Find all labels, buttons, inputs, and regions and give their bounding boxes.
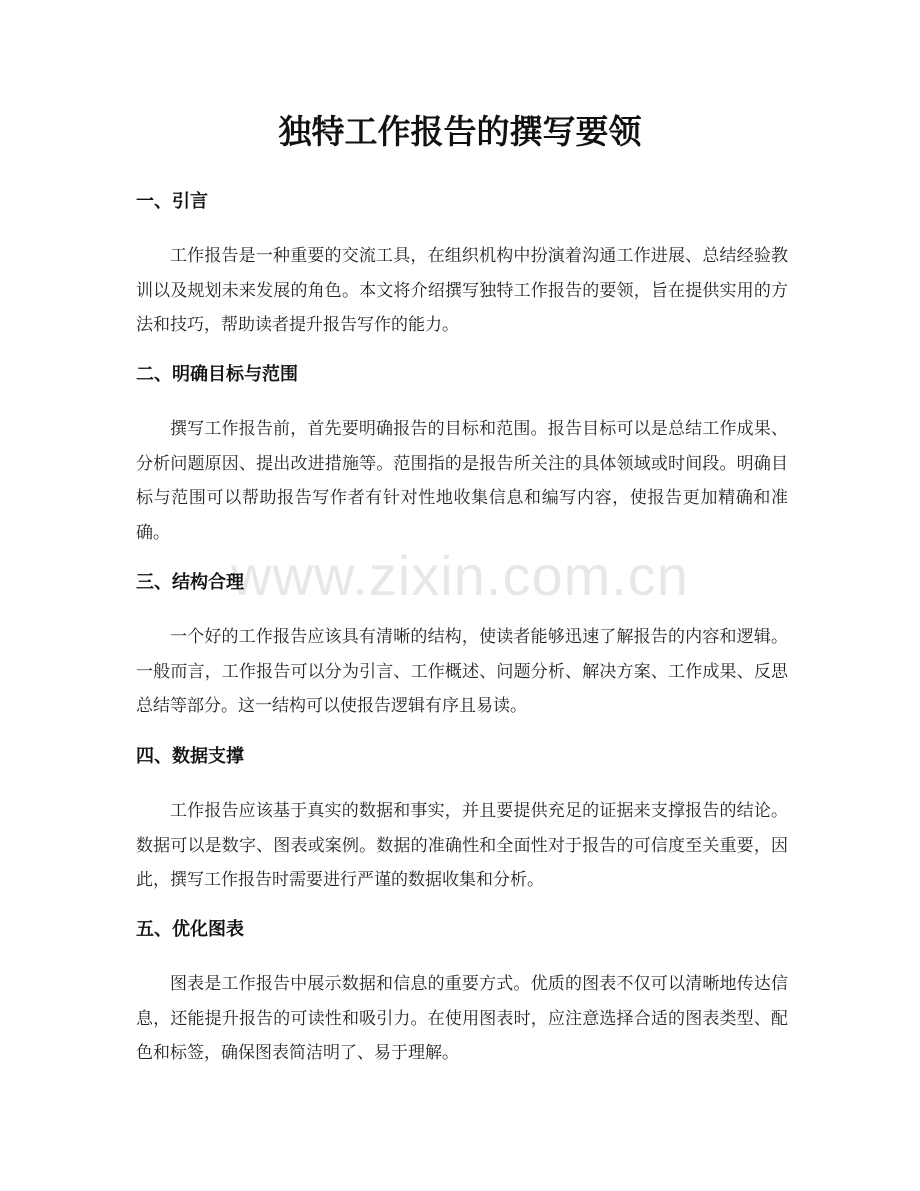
section-paragraph: 工作报告是一种重要的交流工具，在组织机构中扮演着沟通工作进展、总结经验教训以及规划未来发展的角色。本文将介绍撰写独特工作报告的要领，旨在提供实用的方法和技巧，帮助读者提升报告写作的能力。 (136, 246, 788, 335)
section-paragraph: 图表是工作报告中展示数据和信息的重要方式。优质的图表不仅可以清晰地传达信息，还能提升报告的可读性和吸引力。在使用图表时，应注意选择合适的图表类型、配色和标签，确保图表简洁明了、易于理解。 (136, 974, 788, 1063)
section-paragraph: 工作报告应该基于真实的数据和事实，并且要提供充足的证据来支撑报告的结论。数据可以是数字、图表或案例。数据的准确性和全面性对于报告的可信度至关重要，因此，撰写工作报告时需要进行严谨的数据收集和分析。 (136, 801, 788, 890)
section-paragraph: 撰写工作报告前，首先要明确报告的目标和范围。报告目标可以是总结工作成果、分析问题原因、提出改进措施等。范围指的是报告所关注的具体领域或时间段。明确目标与范围可以帮助报告写作者有针对性地收集信息和编写内容，使报告更加精确和准确。 (136, 419, 788, 543)
section-paragraph: 一个好的工作报告应该具有清晰的结构，使读者能够迅速了解报告的内容和逻辑。一般而言，工作报告可以分为引言、工作概述、问题分析、解决方案、工作成果、反思总结等部分。这一结构可以使报告逻辑有序且易读。 (136, 627, 788, 716)
section-structure (136, 570, 788, 724)
document-title: 独特工作报告的撰写要领 (278, 112, 642, 151)
watermark: www.zixin.com.cn (231, 544, 689, 607)
section-data-support (136, 744, 788, 898)
section-goals-and-scope (136, 362, 788, 550)
section-optimize-charts (136, 917, 788, 1071)
section-heading: 五、优化图表 (136, 919, 244, 940)
section-heading: 四、数据支撑 (136, 746, 244, 767)
section-heading: 二、明确目标与范围 (136, 364, 298, 385)
section-heading: 一、引言 (136, 191, 208, 212)
section-introduction (136, 189, 788, 343)
section-heading: 三、结构合理 (136, 572, 244, 593)
